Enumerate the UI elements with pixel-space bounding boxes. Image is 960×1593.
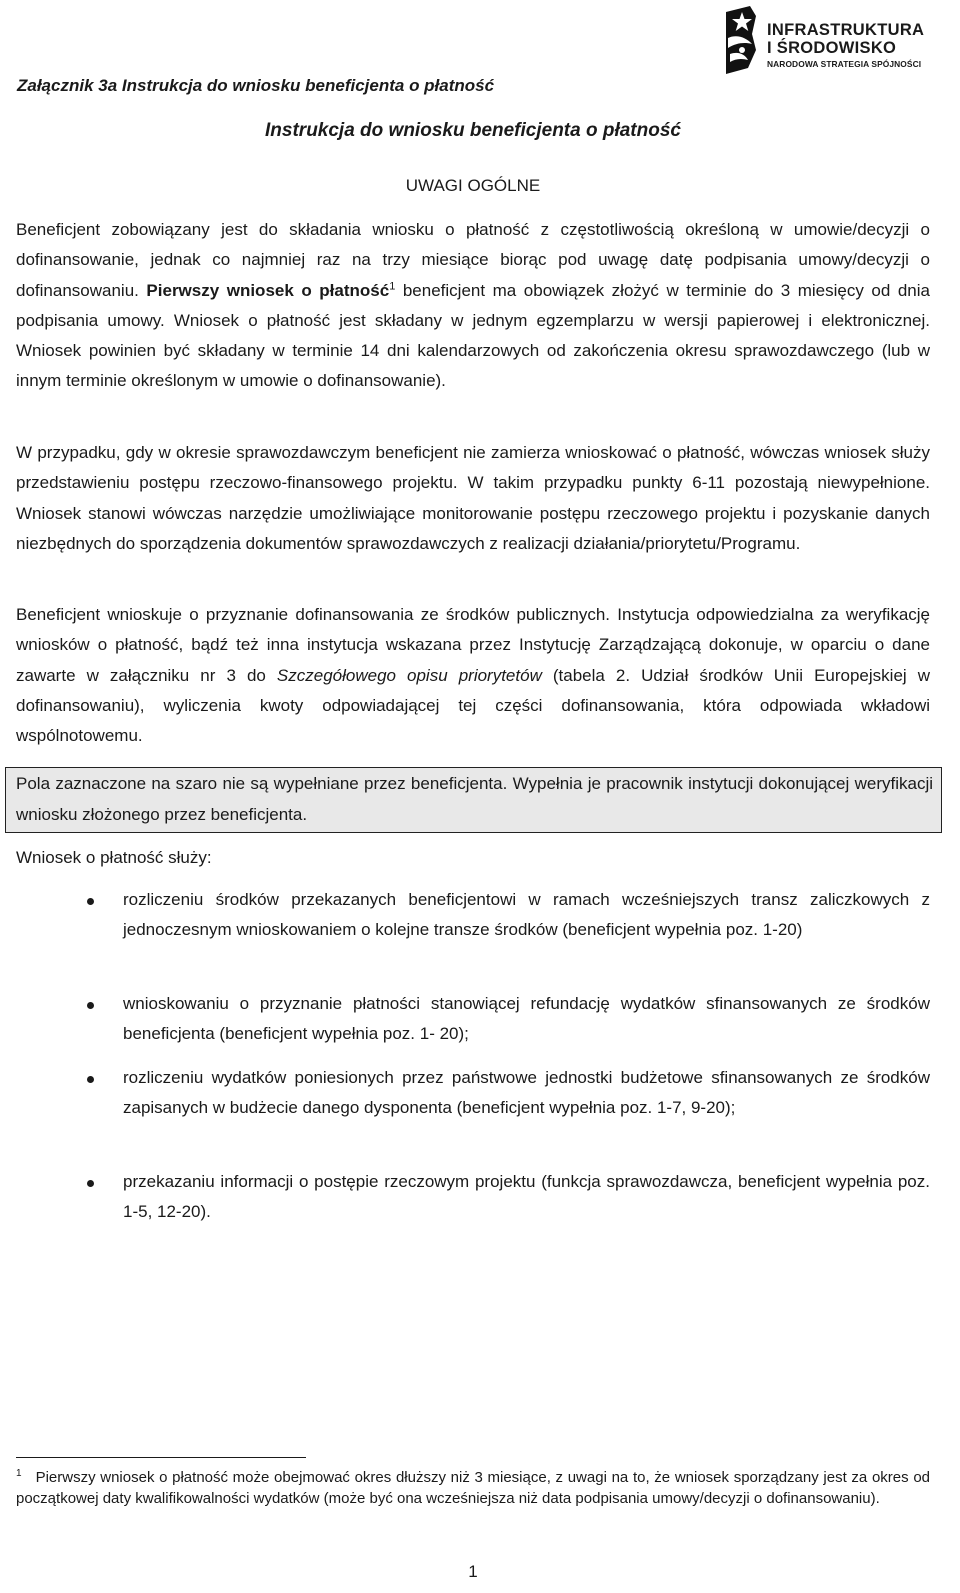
list-item-text: rozliczeniu wydatków poniesionych przez państwowe jednostki budżetowe sfinansowanych ze środków zapisanych w budżecie danego dysponenta (beneficjent wypełnia poz. 1-7, 9-20);: [123, 1068, 930, 1118]
gray-note-text: Pola zaznaczone na szaro nie są wypełniane przez beneficjenta. Wypełnia je pracownik instytucji dokonującej weryfikacji wniosku złożonego przez beneficjenta.: [16, 774, 933, 824]
section-heading: UWAGI OGÓLNE: [405, 176, 541, 195]
footnote-separator: [16, 1457, 306, 1458]
list-item-text: przekazaniu informacji o postępie rzeczowym projektu (funkcja sprawozdawcza, beneficjent wypełnia poz. 1-5, 12-20).: [123, 1172, 930, 1222]
list-item-text: wnioskowaniu o przyznanie płatności stanowiącej refundację wydatków sfinansowanych ze środków beneficjenta (beneficjent wypełnia poz. 1- 20);: [123, 994, 930, 1044]
infrastruktura-srodowisko-logo: [712, 4, 942, 74]
footnote-reference[interactable]: 1: [389, 279, 396, 292]
gray-note-box: [5, 767, 942, 833]
paragraph-progress-report: W przypadku, gdy w okresie sprawozdawczym beneficjent nie zamierza wnioskować o płatność, wówczas wniosek służy przedstawieniu postępu rzeczowo-finansowego projektu. W takim przypadku punkty 6-11 pozostają niewypełnione. Wniosek stanowi wówczas narzędzie umożliwiające monitorowanie postępu rzeczowego projektu i pozyskanie danych niezbędnych do sporządzenia dokumentów sprawozdawczych z realizacji działania/priorytetu/Programu.: [16, 443, 930, 553]
eu-flag-star-icon: [712, 4, 764, 74]
paragraph-funding-request: [16, 600, 930, 751]
paragraph-submission-rules: [16, 215, 930, 397]
paragraph-text: Beneficjent wnioskuje o przyznanie dofinansowania ze środków publicznych. Instytucja odpowiedzialna za weryfikację wniosków o płatność, bądź też inna instytucja wskazana przez Instytucję Zarządzającą dokonuje, w oparciu o dane zawarte w załączniku nr 3 do: [16, 605, 930, 685]
italic-phrase: Szczegółowego opisu priorytetów: [276, 665, 542, 685]
bullet-icon: [87, 1002, 94, 1009]
document-title: Instrukcja do wniosku beneficjenta o płatność: [265, 120, 681, 141]
paragraph-text: beneficjent ma obowiązek złożyć w terminie do 3 miesięcy od dnia podpisania umowy. Wniosek o płatność jest składany w jednym egzemplarzu w wersji papierowej i elektronicznej. Wniosek powinien być składany w terminie 14 dni kalendarzowych od zakończenia okresu sprawozdawczego (lub w innym terminie określonym w umowie o dofinansowanie).: [16, 280, 930, 391]
logo-line-2: I ŚRODOWISKO: [767, 38, 897, 57]
logo-line-1: INFRASTRUKTURA: [767, 21, 925, 39]
list-item-text: rozliczeniu środków przekazanych beneficjentowi w ramach wcześniejszych transz zaliczkowych z jednoczesnym wnioskowaniem o kolejne transze środków (beneficjent wypełnia poz. 1-20): [123, 890, 930, 940]
list-intro: Wniosek o płatność służy:: [16, 848, 212, 867]
bullet-icon: [87, 1076, 94, 1083]
footnote-text: Pierwszy wniosek o płatność może obejmować okres dłuższy niż 3 miesiące, z uwagi na to, że wniosek sporządzany jest za okres od początkowej daty kwalifikowalności wydatków (może być ona wcześniejsza niż data podpisania umowy/decyzji o dofinansowaniu).: [16, 1469, 930, 1507]
bold-phrase: Pierwszy wniosek o płatność: [146, 280, 390, 300]
attachment-title: Załącznik 3a Instrukcja do wniosku beneficjenta o płatność: [17, 76, 495, 95]
footnote: [16, 1467, 930, 1509]
paragraph-text: Beneficjent zobowiązany jest do składania wniosku o płatność z częstotliwością określoną w umowie/decyzji o dofinansowanie, jednak co najmniej raz na trzy miesiące biorąc pod uwagę datę podpisania umowy/decyzji o dofinansowaniu.: [16, 220, 930, 300]
paragraph-text: (tabela 2. Udział środków Unii Europejskiej w dofinansowaniu), wyliczenia kwoty odpowiadającej tej części dofinansowania, która odpowiada wkładowi wspólnotowemu.: [16, 665, 930, 746]
footnote-number: 1: [16, 1468, 22, 1479]
bullet-icon: [87, 1180, 94, 1187]
bullet-icon: [87, 898, 94, 905]
page-number: 1: [468, 1562, 478, 1581]
logo-line-3: NARODOWA STRATEGIA SPÓJNOŚCI: [767, 59, 922, 69]
logo-text: [767, 22, 924, 68]
